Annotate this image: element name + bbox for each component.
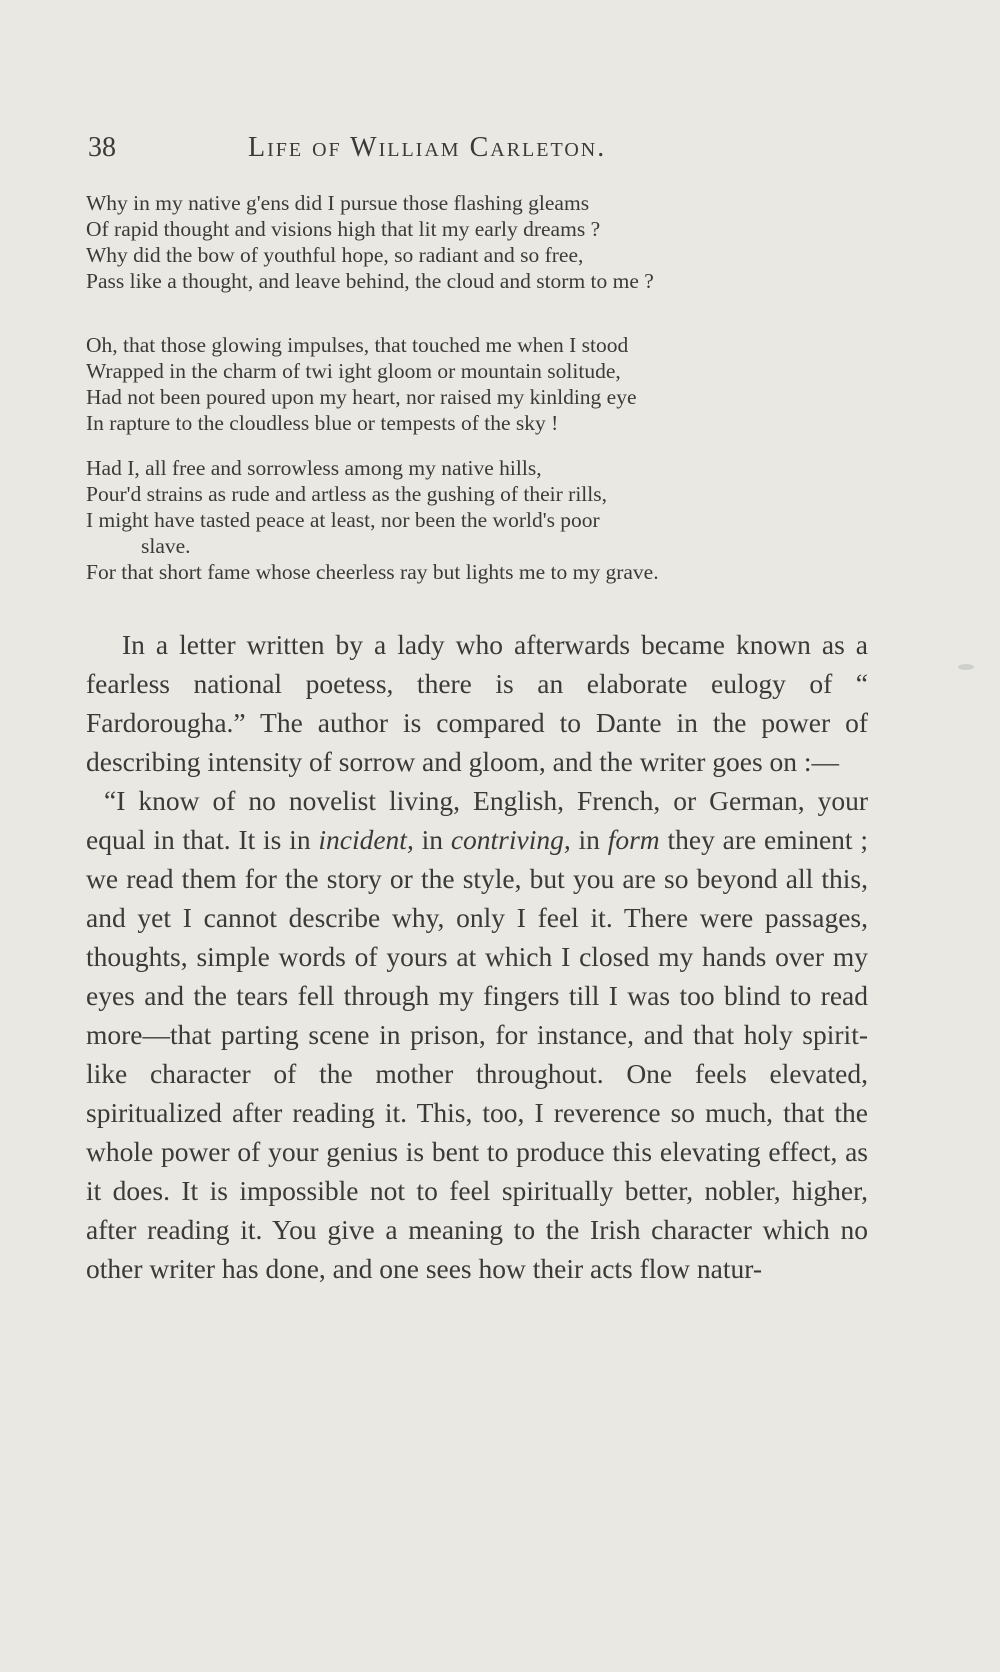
poem-line: Had I, all free and sorrowless among my native hills,: [86, 456, 542, 480]
poem-stanza-3: [86, 455, 886, 585]
quote-emphasis: form: [607, 824, 660, 855]
prose-body: [86, 625, 868, 1288]
quote-emphasis: incident,: [318, 824, 414, 855]
poem-line: Why in my native g'ens did I pursue those flashing gleams: [86, 191, 590, 215]
poem-line-continuation: slave.: [141, 534, 191, 558]
quote-text: they are eminent ; we read them for the story or the style, but you are so beyond all this, and yet I cannot describe why, only I feel it. There were passages, thoughts, simple words of yours at which I closed my hands over my eyes and the tears fell through my fingers till I was too blind to read more—that parting scene in prison, for instance, and that holy spirit-like character of the mother throughout. One feels elevated, spiritualized after reading it. This, too, I reverence so much, that the whole power of your genius is bent to produce this elevating effect, as it does. It is impossible not to feel spiritually better, nobler, higher, after reading it. You give a meaning to the Irish character which no other writer has done, and one sees how their acts flow natur-: [86, 824, 868, 1284]
running-title: Life of William Carleton.: [248, 132, 607, 163]
poem-line: Oh, that those glowing impulses, that touched me when I stood: [86, 333, 629, 357]
poem-line: Pass like a thought, and leave behind, the cloud and storm to me ?: [86, 269, 654, 293]
poem-line: Pour'd strains as rude and artless as the gushing of their rills,: [86, 482, 607, 506]
poem-line: Of rapid thought and visions high that lit my early dreams ?: [86, 217, 601, 241]
paragraph-letter-quote: [86, 781, 868, 1288]
paper-blemish: [958, 664, 974, 670]
page-header: [88, 132, 888, 172]
page-number: 38: [88, 132, 116, 163]
quote-text: in: [570, 824, 608, 855]
poem-line: Had not been poured upon my heart, nor raised my kinlding eye: [86, 385, 637, 409]
paragraph-intro: In a letter written by a lady who afterwards became known as a fearless national poetess, there is an elaborate eulogy of “ Fardorougha.” The author is compared to Dante in the power of describing intensity of sorrow and gloom, and the writer goes on :—: [86, 629, 868, 777]
quote-text: in: [413, 824, 451, 855]
poem-line: I might have tasted peace at least, nor been the world's poor: [86, 508, 600, 532]
quote-text: “I know of no novelist living, English, French, or German, your equal in that. It is in: [86, 785, 868, 855]
poem-stanza-1: [86, 190, 886, 294]
poem-stanza-2: [86, 332, 886, 436]
poem-line: In rapture to the cloudless blue or tempests of the sky !: [86, 411, 559, 435]
quote-emphasis: contriving,: [450, 824, 571, 855]
poem-line: Wrapped in the charm of twi ight gloom or mountain solitude,: [86, 359, 621, 383]
poem-line: Why did the bow of youthful hope, so radiant and so free,: [86, 243, 584, 267]
poem-line: For that short fame whose cheerless ray but lights me to my grave.: [86, 560, 659, 584]
